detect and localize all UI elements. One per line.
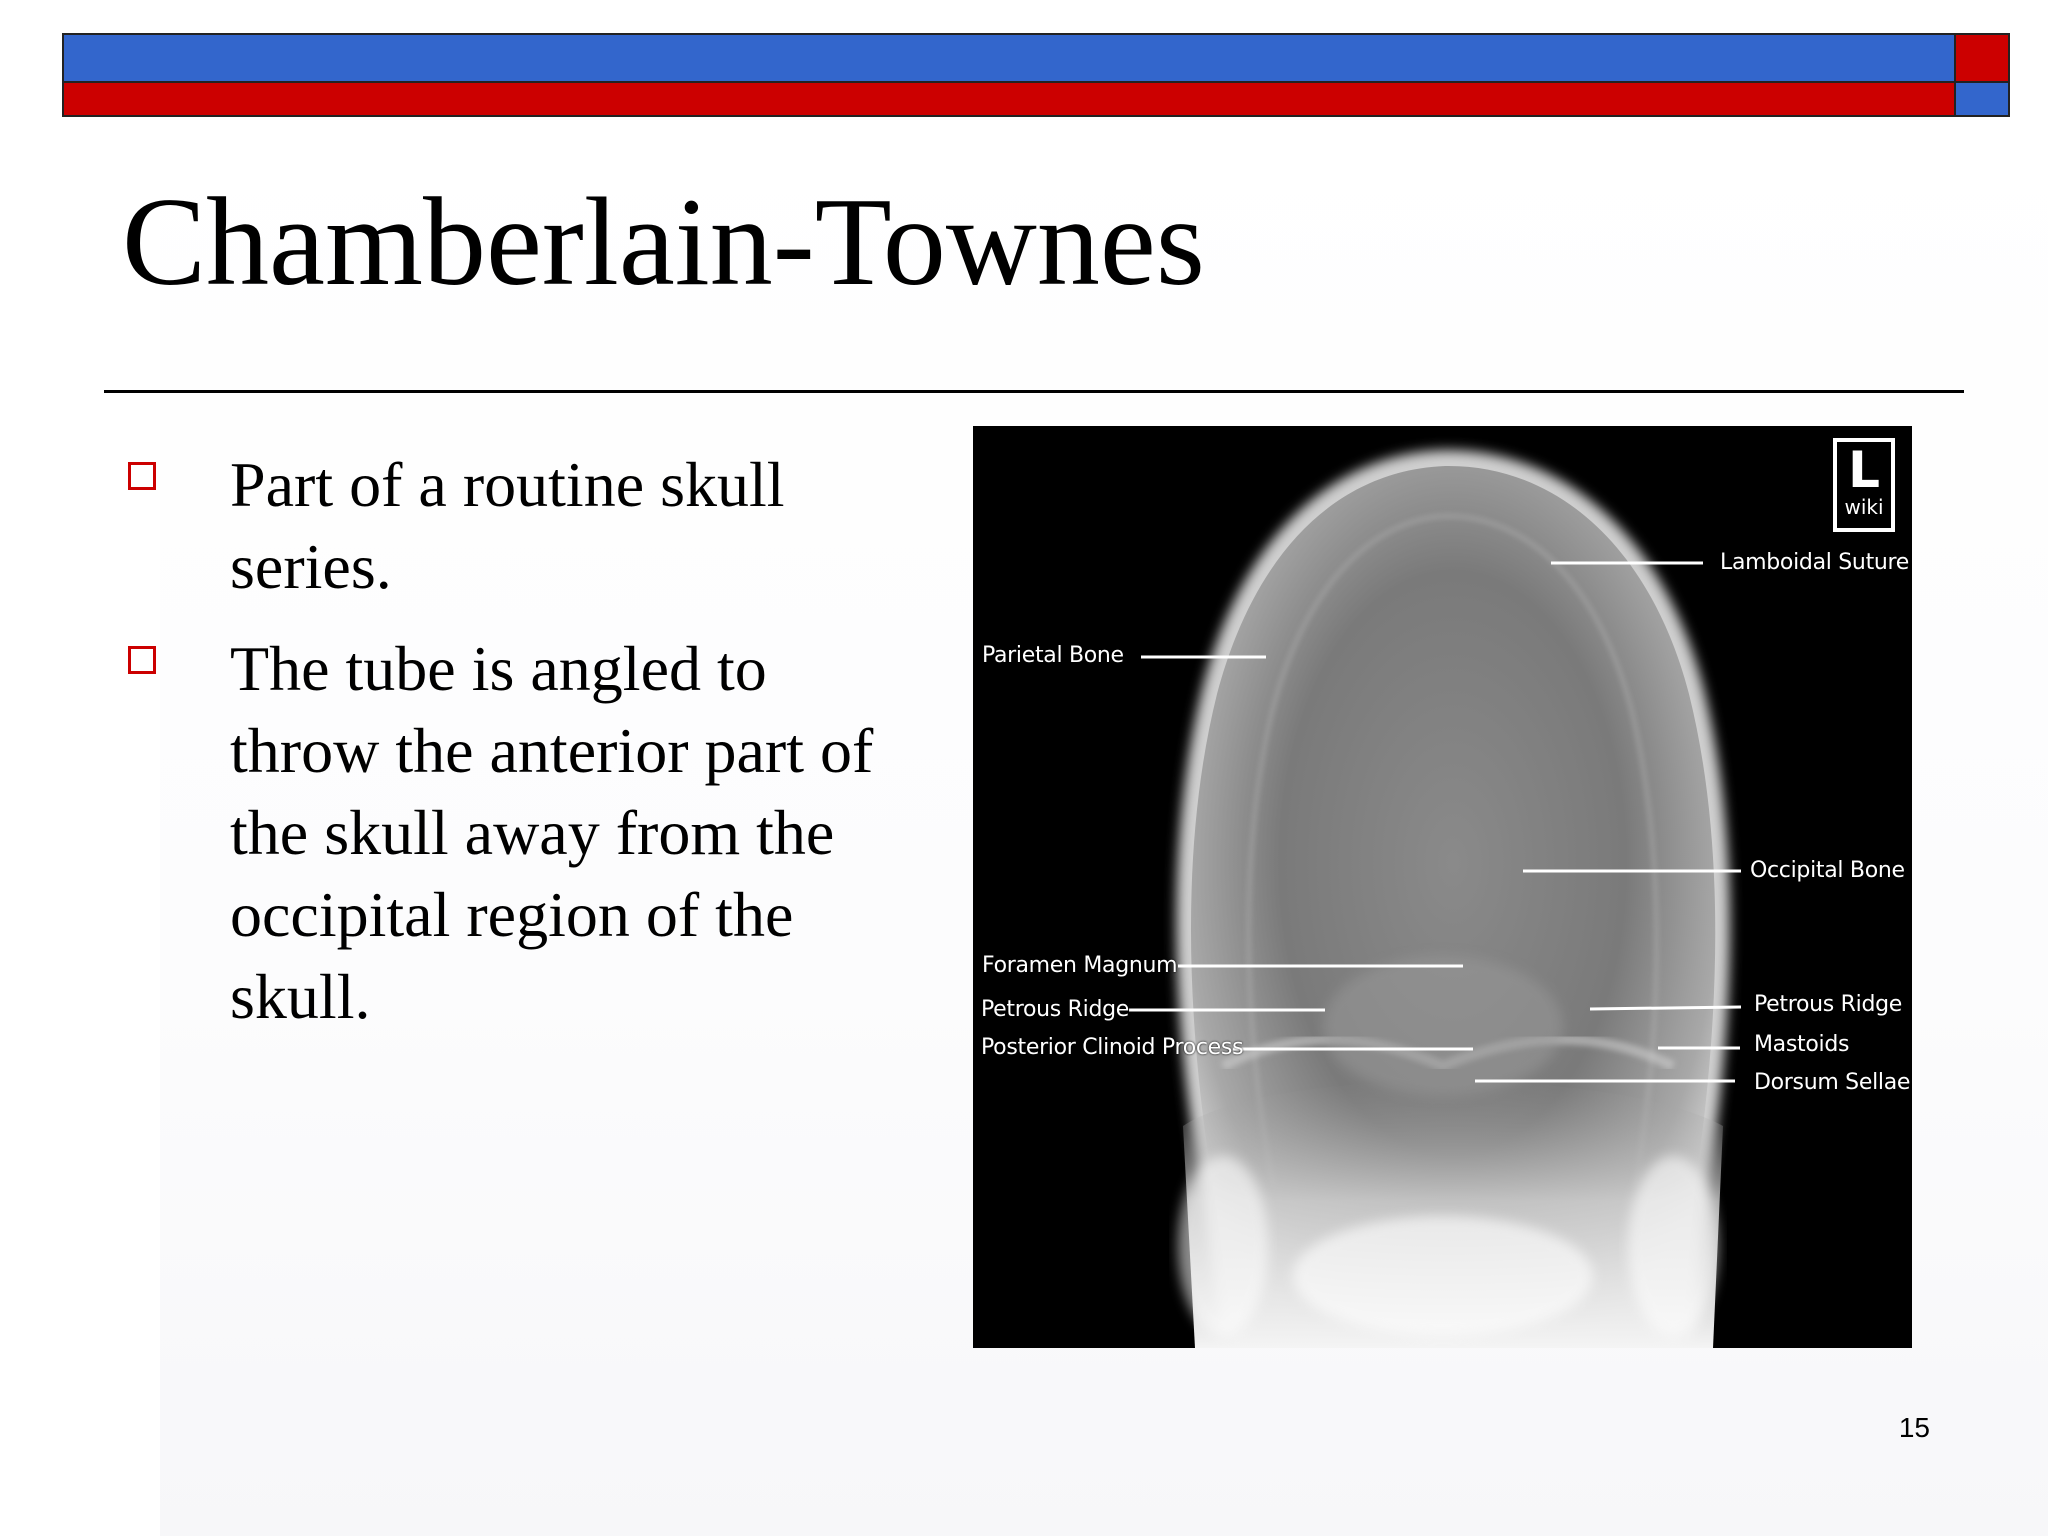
banner-blue-bar (62, 33, 1956, 83)
top-banner (62, 33, 2010, 117)
title-divider (104, 390, 1964, 393)
slide-title: Chamberlain-Townes (122, 173, 1205, 312)
label-petrous-ridge-left: Petrous Ridge (981, 997, 1130, 1022)
bullet-text: Part of a routine skull series. (230, 449, 785, 602)
square-bullet-icon (128, 462, 156, 490)
label-parietal-bone: Parietal Bone (982, 643, 1124, 668)
label-lamboidal-suture: Lamboidal Suture (1720, 550, 1910, 575)
label-occipital-bone: Occipital Bone (1750, 858, 1905, 883)
label-mastoids: Mastoids (1754, 1032, 1850, 1057)
banner-red-bar (62, 83, 1956, 117)
label-petrous-ridge-right: Petrous Ridge (1754, 992, 1903, 1017)
banner-blue-square (1956, 83, 2010, 117)
label-posterior-clinoid-process: Posterior Clinoid Process (981, 1035, 1244, 1060)
bullet-list (122, 444, 882, 1058)
square-bullet-icon (128, 646, 156, 674)
banner-red-square (1956, 33, 2010, 83)
skull-xray-image (973, 426, 1912, 1348)
label-dorsum-sellae: Dorsum Sellae (1754, 1070, 1911, 1095)
page-number: 15 (1898, 1412, 1930, 1443)
bullet-item (122, 444, 882, 608)
logo-word: wiki (1844, 495, 1884, 519)
label-foramen-magnum: Foramen Magnum (982, 953, 1178, 978)
bullet-text: The tube is angled to throw the anterior part of the skull away from the occipital region of the skull. (230, 633, 874, 1032)
bullet-item (122, 628, 882, 1038)
wiki-logo (1833, 438, 1895, 532)
logo-letter: L (1848, 441, 1880, 499)
